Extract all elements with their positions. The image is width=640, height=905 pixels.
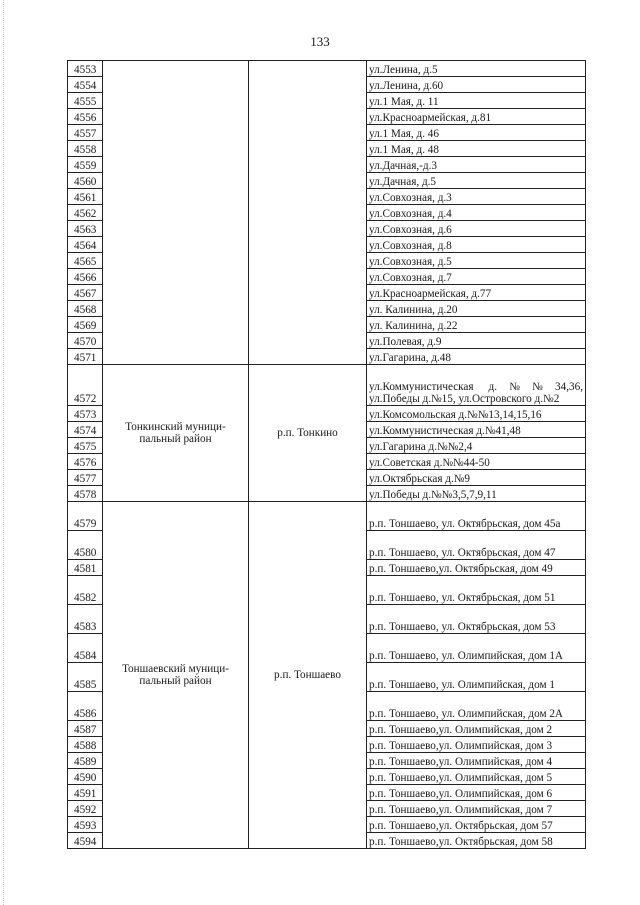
- address-cell: р.п. Тоншаево,ул. Олимпийская, дом 3: [367, 737, 586, 753]
- locality-cell: [249, 365, 367, 502]
- row-number: 4576: [68, 454, 103, 470]
- row-number: 4577: [68, 470, 103, 486]
- row-number: 4582: [68, 576, 103, 605]
- address-cell: ул.1 Мая, д. 11: [367, 93, 586, 109]
- district-cell: [103, 502, 249, 849]
- address-cell: ул.Гагарина, д.48: [367, 349, 586, 365]
- row-number: 4571: [68, 349, 103, 365]
- address-cell: ул.Совхозная, д.5: [367, 253, 586, 269]
- address-cell: ул.Полевая, д.9: [367, 333, 586, 349]
- row-number: 4590: [68, 769, 103, 785]
- address-cell: р.п. Тоншаево,ул. Октябрьская, дом 58: [367, 833, 586, 849]
- row-number: 4589: [68, 753, 103, 769]
- address-cell: ул.Коммунистическая д.№41,48: [367, 422, 586, 438]
- address-cell: р.п. Тоншаево, ул. Октябрьская, дом 53: [367, 605, 586, 634]
- address-cell: р.п. Тоншаево,ул. Олимпийская, дом 5: [367, 769, 586, 785]
- table-row: [68, 502, 586, 531]
- district-name: Тоншаевский муници-пальный район: [122, 663, 229, 687]
- row-number: 4587: [68, 721, 103, 737]
- address-cell: ул.Ленина, д.5: [367, 61, 586, 77]
- row-number: 4580: [68, 531, 103, 560]
- address-cell: р.п. Тоншаево, ул. Октябрьская, дом 45а: [367, 502, 586, 531]
- row-number: 4575: [68, 438, 103, 454]
- address-cell: ул.Совхозная, д.3: [367, 189, 586, 205]
- locality-cell: [249, 61, 367, 365]
- address-cell: ул.Совхозная, д.7: [367, 269, 586, 285]
- address-cell: р.п. Тоншаево, ул. Октябрьская, дом 47: [367, 531, 586, 560]
- address-cell: ул.Совхозная, д.8: [367, 237, 586, 253]
- address-cell: р.п. Тоншаево,ул. Олимпийская, дом 6: [367, 785, 586, 801]
- table-row: [68, 61, 586, 77]
- row-number: 4588: [68, 737, 103, 753]
- row-number: 4559: [68, 157, 103, 173]
- row-number: 4593: [68, 817, 103, 833]
- district-cell: [103, 61, 249, 365]
- row-number: 4557: [68, 125, 103, 141]
- address-cell: ул.Победы д.№№3,5,7,9,11: [367, 486, 586, 502]
- row-number: 4565: [68, 253, 103, 269]
- address-cell: р.п. Тоншаево,ул. Олимпийская, дом 2: [367, 721, 586, 737]
- row-number: 4554: [68, 77, 103, 93]
- row-number: 4556: [68, 109, 103, 125]
- row-number: 4574: [68, 422, 103, 438]
- row-number: 4584: [68, 634, 103, 663]
- address-cell: ул.1 Мая, д. 48: [367, 141, 586, 157]
- address-cell: ул.Ленина, д.60: [367, 77, 586, 93]
- row-number: 4583: [68, 605, 103, 634]
- row-number: 4579: [68, 502, 103, 531]
- address-cell: ул.Красноармейская, д.77: [367, 285, 586, 301]
- row-number: 4564: [68, 237, 103, 253]
- table-row: [68, 365, 586, 406]
- row-number: 4553: [68, 61, 103, 77]
- district-name: Тонкинский муници-пальный район: [125, 421, 226, 445]
- address-cell: ул.Октябрьская д.№9: [367, 470, 586, 486]
- district-cell: [103, 365, 249, 502]
- row-number: 4586: [68, 692, 103, 721]
- row-number: 4563: [68, 221, 103, 237]
- locality-name: р.п. Тонкино: [277, 427, 338, 439]
- address-cell: ул.Дачная, д.5: [367, 173, 586, 189]
- address-cell: р.п. Тоншаево,ул. Олимпийская, дом 4: [367, 753, 586, 769]
- row-number: 4581: [68, 560, 103, 576]
- row-number: 4591: [68, 785, 103, 801]
- page-number: 133: [310, 34, 330, 49]
- address-cell: р.п. Тоншаево, ул. Олимпийская, дом 1: [367, 663, 586, 692]
- address-cell: ул.Дачная,-д.3: [367, 157, 586, 173]
- locality-name: р.п. Тоншаево: [274, 669, 341, 681]
- row-number: 4570: [68, 333, 103, 349]
- row-number: 4572: [68, 365, 103, 406]
- locality-cell: [249, 502, 367, 849]
- address-cell: ул.Комсомольская д.№№13,14,15,16: [367, 406, 586, 422]
- address-cell: р.п. Тоншаево, ул. Октябрьская, дом 51: [367, 576, 586, 605]
- address-cell: ул.Совхозная, д.6: [367, 221, 586, 237]
- row-number: 4578: [68, 486, 103, 502]
- address-cell: ул.Гагарина д.№№2,4: [367, 438, 586, 454]
- row-number: 4568: [68, 301, 103, 317]
- row-number: 4562: [68, 205, 103, 221]
- row-number: 4594: [68, 833, 103, 849]
- row-number: 4560: [68, 173, 103, 189]
- address-cell: р.п. Тоншаево,ул. Октябрьская, дом 57: [367, 817, 586, 833]
- address-cell: ул. Калинина, д.20: [367, 301, 586, 317]
- row-number: 4558: [68, 141, 103, 157]
- address-cell: р.п. Тоншаево,ул. Октябрьская, дом 49: [367, 560, 586, 576]
- address-cell: р.п. Тоншаево,ул. Олимпийская, дом 7: [367, 801, 586, 817]
- row-number: 4573: [68, 406, 103, 422]
- address-table: [67, 60, 586, 849]
- address-cell: ул.Советская д.№№44-50: [367, 454, 586, 470]
- row-number: 4567: [68, 285, 103, 301]
- row-number: 4561: [68, 189, 103, 205]
- address-cell: ул.Совхозная, д.4: [367, 205, 586, 221]
- row-number: 4592: [68, 801, 103, 817]
- address-cell: ул. Калинина, д.22: [367, 317, 586, 333]
- address-cell: р.п. Тоншаево, ул. Олимпийская, дом 2А: [367, 692, 586, 721]
- scan-edge: [0, 0, 4, 905]
- address-cell: р.п. Тоншаево, ул. Олимпийская, дом 1А: [367, 634, 586, 663]
- row-number: 4569: [68, 317, 103, 333]
- row-number: 4555: [68, 93, 103, 109]
- row-number: 4585: [68, 663, 103, 692]
- address-cell: ул.1 Мая, д. 46: [367, 125, 586, 141]
- row-number: 4566: [68, 269, 103, 285]
- address-cell: ул.Красноармейская, д.81: [367, 109, 586, 125]
- address-cell: ул.Коммунистическая д.№№34,36, ул.Победы д.№15, ул.Островского д.№2: [367, 365, 586, 406]
